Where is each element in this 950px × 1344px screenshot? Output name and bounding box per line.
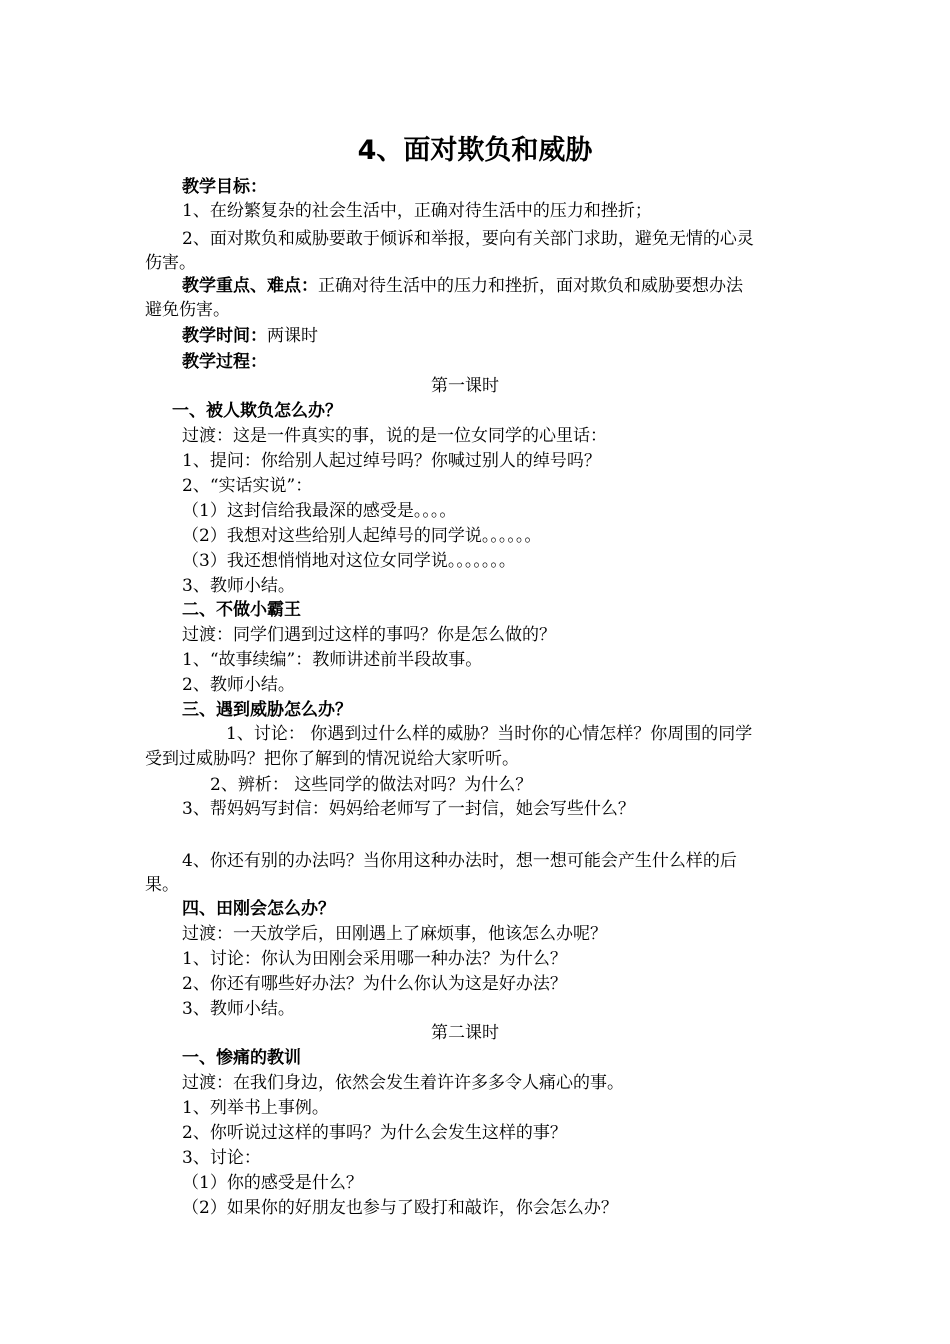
- lesson-2-line: 2、你听说过这样的事吗？为什么会发生这样的事？: [182, 1123, 567, 1143]
- section-3-line: 3、帮妈妈写封信：妈妈给老师写了一封信，她会写些什么？: [182, 799, 635, 819]
- section-3-line: 果。: [145, 875, 179, 895]
- key-points-text: 正确对待生活中的压力和挫折，面对欺负和威胁要想办法: [318, 276, 743, 296]
- lesson-2-line: （2）如果你的好朋友也参与了殴打和敲诈，你会怎么办？: [182, 1198, 618, 1218]
- lesson-2-section-1-heading: 一、惨痛的教训: [182, 1048, 301, 1068]
- lesson-1-heading: 第一课时: [431, 376, 499, 396]
- key-points-line-b: 避免伤害。: [145, 300, 230, 320]
- section-4-line: 1、讨论：你认为田刚会采用哪一种办法？为什么？: [182, 949, 567, 969]
- section-1-heading: 一、被人欺负怎么办？: [172, 401, 342, 421]
- goal-1: 1、在纷繁复杂的社会生活中，正确对待生活中的压力和挫折；: [182, 201, 652, 221]
- section-3-line: 2、辨析： 这些同学的做法对吗？为什么？: [210, 775, 533, 795]
- section-4-line: 过渡：一天放学后，田刚遇上了麻烦事，他该怎么办呢？: [182, 924, 607, 944]
- section-2-line: 2、教师小结。: [182, 675, 295, 695]
- lesson-2-line: 3、讨论：: [182, 1148, 261, 1168]
- section-3-line: 4、你还有别的办法吗？当你用这种办法时，想一想可能会产生什么样的后: [182, 851, 737, 871]
- teaching-time-value: 两课时: [267, 326, 318, 346]
- lesson-2-line: （1）你的感受是什么？: [182, 1173, 363, 1193]
- section-3-heading: 三、遇到威胁怎么办？: [182, 700, 352, 720]
- section-2-line: 1、“故事续编”：教师讲述前半段故事。: [182, 650, 483, 670]
- section-3-line: 受到过威胁吗？把你了解到的情况说给大家听听。: [145, 749, 519, 769]
- key-points-label: 教学重点、难点：: [182, 276, 318, 296]
- section-1-line: （1）这封信给我最深的感受是。。。。: [182, 501, 457, 521]
- key-points: [182, 274, 847, 298]
- goal-2-line-a: 2、面对欺负和威胁要敢于倾诉和举报，要向有关部门求助，避免无情的心灵: [182, 229, 754, 249]
- teaching-time-label: 教学时间：: [182, 326, 267, 346]
- section-1-line: 3、教师小结。: [182, 576, 295, 596]
- goals-label: 教学目标：: [182, 177, 267, 197]
- goal-2-line-b: 伤害。: [145, 253, 196, 273]
- section-1-line: 过渡：这是一件真实的事，说的是一位女同学的心里话：: [182, 426, 607, 446]
- section-4-line: 3、教师小结。: [182, 999, 295, 1019]
- lesson-2-line: 1、列举书上事例。: [182, 1098, 329, 1118]
- section-4-line: 2、你还有哪些好办法？为什么你认为这是好办法？: [182, 974, 567, 994]
- section-2-heading: 二、不做小霸王: [182, 600, 301, 620]
- section-1-line: （3）我还想悄悄地对这位女同学说。。。。。。。: [182, 551, 516, 571]
- section-3-line: 1、讨论： 你遇到过什么样的威胁？当时你的心情怎样？你周围的同学: [226, 724, 753, 744]
- lesson-2-heading: 第二课时: [431, 1023, 499, 1043]
- section-1-line: 1、提问：你给别人起过绰号吗？你喊过别人的绰号吗？: [182, 451, 601, 471]
- section-1-line: （2）我想对这些给别人起绰号的同学说。。。。。。: [182, 526, 542, 546]
- process-label: 教学过程：: [182, 352, 267, 372]
- teaching-time: [182, 324, 847, 348]
- section-4-heading: 四、田刚会怎么办？: [182, 899, 335, 919]
- section-2-line: 过渡：同学们遇到过这样的事吗？你是怎么做的？: [182, 625, 556, 645]
- section-1-line: 2、“实话实说”：: [182, 476, 313, 496]
- document-title: 4、面对欺负和威胁: [357, 135, 593, 166]
- lesson-2-line: 过渡：在我们身边，依然会发生着许许多多令人痛心的事。: [182, 1073, 624, 1093]
